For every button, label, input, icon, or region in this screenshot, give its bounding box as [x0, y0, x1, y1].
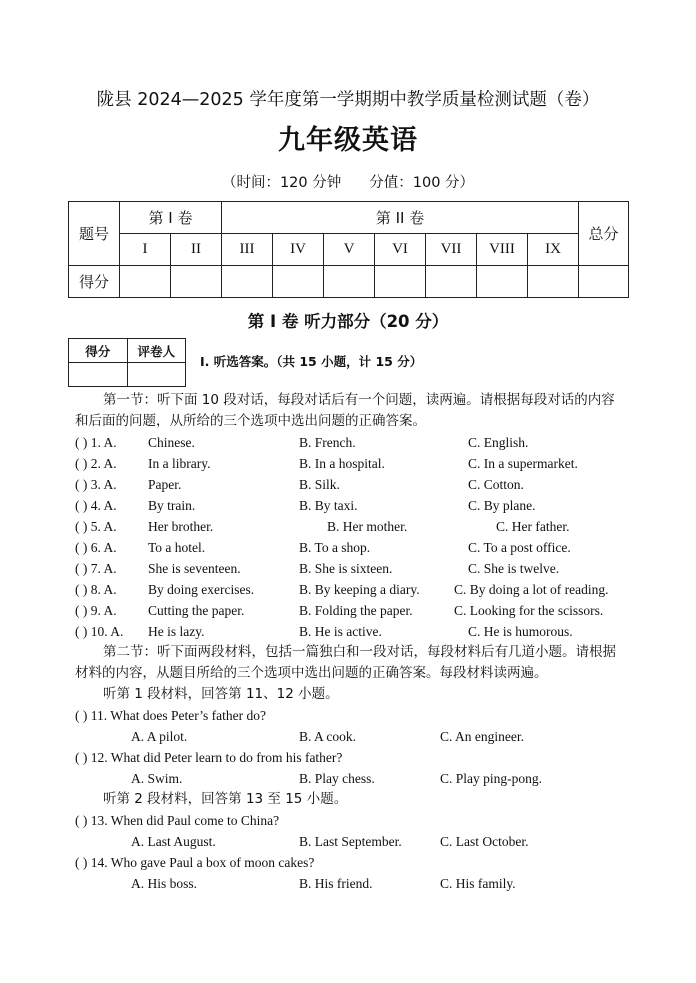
option-b[interactable]: B. By keeping a diary.: [299, 582, 420, 597]
option-c[interactable]: C. In a supermarket.: [468, 456, 578, 471]
option-a[interactable]: He is lazy.: [148, 624, 205, 639]
exam-title: 陇县 2024—2025 学年度第一学期期中教学质量检测试题（卷）: [96, 90, 600, 110]
score-cell[interactable]: [477, 266, 528, 298]
option-b[interactable]: B. Last September.: [299, 834, 402, 849]
question-number: ( ) 10. A.: [75, 624, 124, 639]
option-b[interactable]: B. He is active.: [299, 624, 382, 639]
material1-label: 听第 1 段材料，回答第 11、12 小题。: [103, 686, 339, 702]
col-viii: VIII: [477, 234, 528, 266]
option-a[interactable]: A. Swim.: [131, 771, 183, 786]
exam-subtitle: 九年级英语: [278, 125, 418, 156]
option-c[interactable]: C. Looking for the scissors.: [454, 603, 604, 618]
part1-header: 第 I 卷: [120, 202, 222, 234]
option-a[interactable]: To a hotel.: [148, 540, 206, 555]
option-b[interactable]: B. To a shop.: [299, 540, 371, 555]
grader-score-cell[interactable]: [69, 363, 128, 387]
section1-instructions: 第一节：听下面 10 段对话，每段对话后有一个问题，读两遍。请根据每段对话的内容和后面的问题，从所给的三个选项中选出问题的正确答案。: [75, 392, 615, 429]
grader-score-label: 得分: [69, 339, 128, 363]
score-row-header: 得分: [69, 266, 120, 298]
question-number: ( ) 2. A.: [75, 456, 117, 471]
option-b[interactable]: B. His friend.: [299, 876, 373, 891]
score-cell[interactable]: [120, 266, 171, 298]
option-a[interactable]: She is seventeen.: [148, 561, 241, 576]
col-vi: VI: [375, 234, 426, 266]
question-number: ( ) 3. A.: [75, 477, 117, 492]
col-ii: II: [171, 234, 222, 266]
option-b[interactable]: B. Silk.: [299, 477, 340, 492]
option-a[interactable]: Paper.: [148, 477, 182, 492]
question-number: ( ) 9. A.: [75, 603, 117, 618]
option-a[interactable]: Chinese.: [148, 435, 195, 450]
col-iii: III: [222, 234, 273, 266]
option-c[interactable]: C. Play ping-pong.: [440, 771, 543, 786]
option-c[interactable]: C. English.: [468, 435, 529, 450]
grader-name-label: 评卷人: [127, 339, 186, 363]
score-cell[interactable]: [426, 266, 477, 298]
question-number: ( ) 4. A.: [75, 498, 117, 513]
option-a[interactable]: A. His boss.: [131, 876, 198, 891]
question-stem: ( ) 11. What does Peter’s father do?: [75, 708, 266, 723]
option-c[interactable]: C. Cotton.: [468, 477, 524, 492]
col-ix: IX: [528, 234, 579, 266]
option-b[interactable]: B. French.: [299, 435, 356, 450]
time-limit: （时间：120 分钟: [221, 175, 342, 191]
question-number: ( ) 6. A.: [75, 540, 117, 555]
question-stem: ( ) 14. Who gave Paul a box of moon cakes?: [75, 855, 315, 870]
score-cell[interactable]: [273, 266, 324, 298]
total-score-cell[interactable]: [579, 266, 629, 298]
option-a[interactable]: Cutting the paper.: [148, 603, 245, 618]
option-c[interactable]: C. Her father.: [496, 519, 570, 534]
col-i: I: [120, 234, 171, 266]
option-c[interactable]: C. Last October.: [440, 834, 529, 849]
total-score: 分值：100 分）: [369, 175, 475, 191]
option-a[interactable]: Her brother.: [148, 519, 214, 534]
option-b[interactable]: B. In a hospital.: [299, 456, 385, 471]
grader-name-cell[interactable]: [127, 363, 186, 387]
section1-heading: I. 听选答案。（共 15 小题，计 15 分）: [200, 354, 423, 369]
option-a[interactable]: A. A pilot.: [131, 729, 188, 744]
section2-instructions: 第二节：听下面两段材料，包括一篇独白和一段对话，每段材料后有几道小题。请根据材料的内容，从题目所给的三个选项中选出问题的正确答案。每段材料读两遍。: [75, 644, 616, 681]
option-c[interactable]: C. By plane.: [468, 498, 536, 513]
question-stem: ( ) 13. When did Paul come to China?: [75, 813, 280, 828]
option-b[interactable]: B. Her mother.: [327, 519, 408, 534]
option-a[interactable]: A. Last August.: [131, 834, 216, 849]
option-c[interactable]: C. He is humorous.: [468, 624, 573, 639]
col-iv: IV: [273, 234, 324, 266]
part2-header: 第 II 卷: [222, 202, 579, 234]
option-b[interactable]: B. A cook.: [299, 729, 357, 744]
option-b[interactable]: B. Folding the paper.: [299, 603, 413, 618]
exam-time-score-info: [0, 171, 696, 192]
option-a[interactable]: By train.: [148, 498, 196, 513]
question-number: ( ) 5. A.: [75, 519, 117, 534]
grader-table: [68, 338, 186, 387]
score-cell[interactable]: [324, 266, 375, 298]
score-cell[interactable]: [375, 266, 426, 298]
option-c[interactable]: C. By doing a lot of reading.: [454, 582, 609, 597]
score-cell[interactable]: [528, 266, 579, 298]
col-v: V: [324, 234, 375, 266]
score-cell[interactable]: [222, 266, 273, 298]
option-a[interactable]: In a library.: [148, 456, 211, 471]
option-b[interactable]: B. By taxi.: [299, 498, 358, 513]
option-c[interactable]: C. An engineer.: [440, 729, 524, 744]
option-b[interactable]: B. She is sixteen.: [299, 561, 393, 576]
option-c[interactable]: C. She is twelve.: [468, 561, 560, 576]
score-table: [68, 201, 629, 298]
question-number: ( ) 8. A.: [75, 582, 117, 597]
option-b[interactable]: B. Play chess.: [299, 771, 375, 786]
question-stem: ( ) 12. What did Peter learn to do from his father?: [75, 750, 343, 765]
option-c[interactable]: C. To a post office.: [468, 540, 571, 555]
material2-label: 听第 2 段材料，回答第 13 至 15 小题。: [103, 791, 348, 807]
question-number: ( ) 7. A.: [75, 561, 117, 576]
total-header: 总分: [579, 202, 629, 266]
question-number: ( ) 1. A.: [75, 435, 117, 450]
part1-title: 第 I 卷 听力部分（20 分）: [247, 312, 449, 331]
question-number-header: 题号: [69, 202, 120, 266]
score-cell[interactable]: [171, 266, 222, 298]
option-a[interactable]: By doing exercises.: [148, 582, 255, 597]
col-vii: VII: [426, 234, 477, 266]
option-c[interactable]: C. His family.: [440, 876, 516, 891]
